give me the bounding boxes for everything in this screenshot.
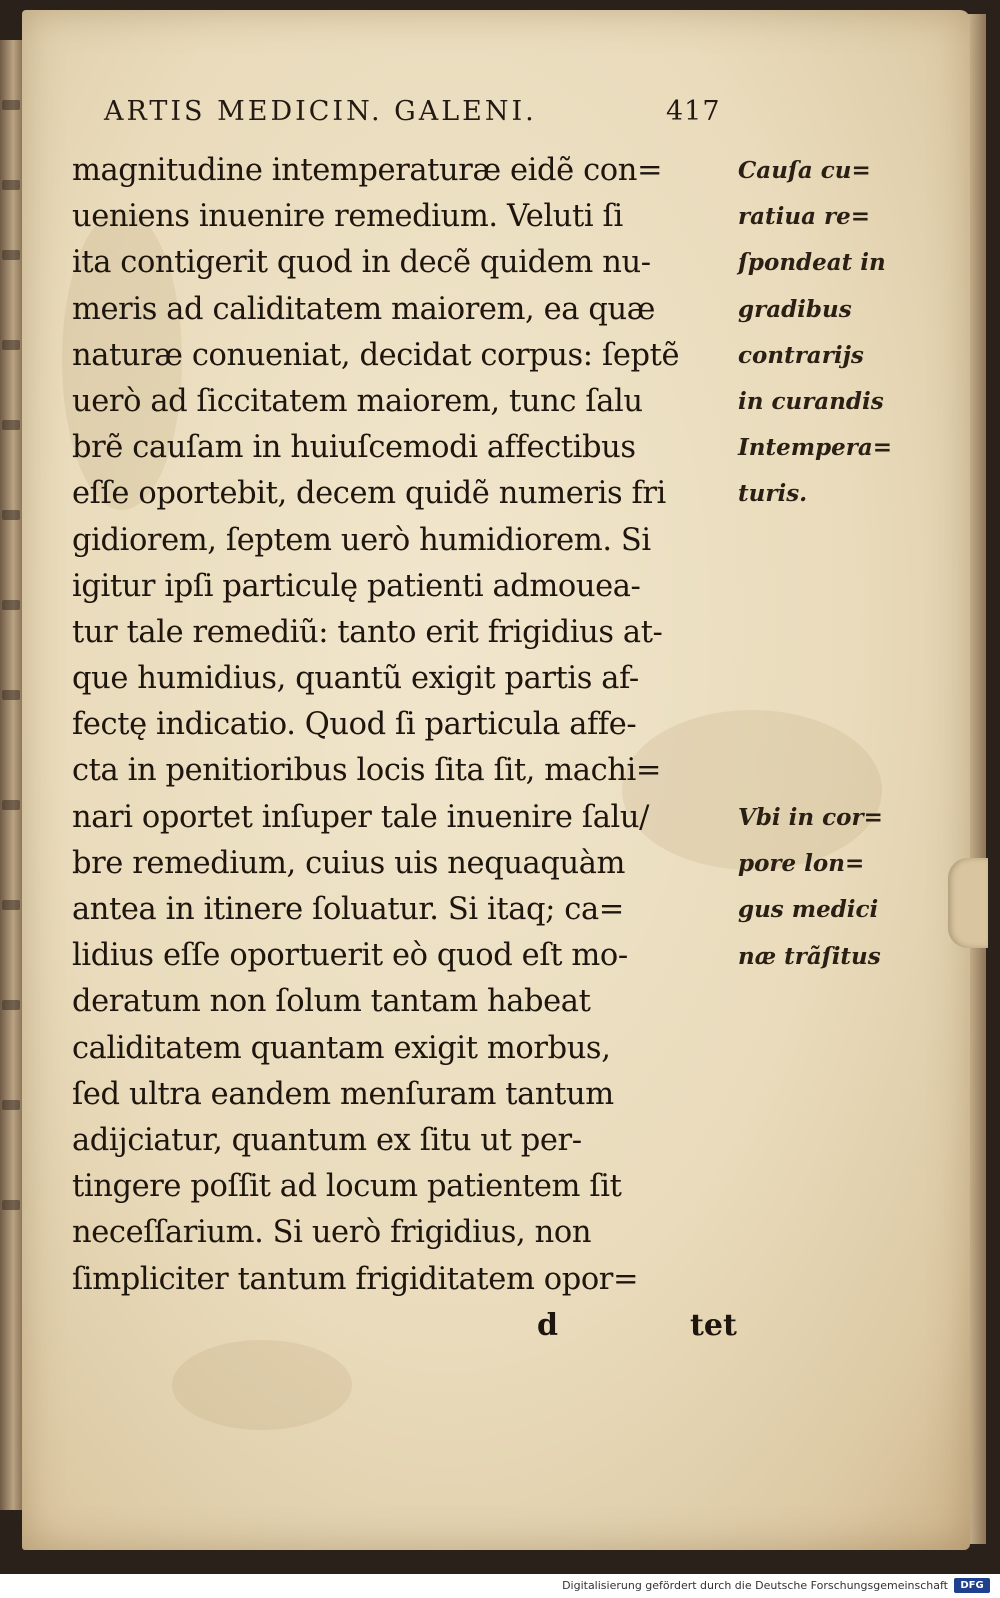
page-tab <box>948 858 988 948</box>
text-line: tingere poſſit ad locum patientem ſit <box>72 1169 622 1205</box>
margin-note-line: contrarijs <box>738 341 864 369</box>
text-line: meris ad caliditatem maiorem, ea quæ <box>72 291 656 327</box>
running-title: ARTIS MEDICIN. GALENI. <box>104 96 537 127</box>
text-line: neceſſarium. Si uerò frigidius, non <box>72 1215 592 1251</box>
text-line: eſſe oportebit, decem quidẽ numeris fri <box>72 476 666 512</box>
margin-note-line: pore lon= <box>738 850 865 878</box>
dfg-logo: DFG <box>954 1578 990 1593</box>
margin-note-line: næ trãſitus <box>738 942 881 970</box>
margin-note-line: Vbi in cor= <box>738 804 883 831</box>
text-line: lidius eſſe oportuerit eò quod eſt mo- <box>72 938 628 974</box>
catchword: tet <box>690 1308 737 1343</box>
text-line: caliditatem quantam exigit morbus, <box>72 1030 611 1066</box>
signature-mark: d <box>537 1308 558 1343</box>
page-number: 417 <box>666 96 721 127</box>
text-line: magnitudine intemperaturæ eidẽ con= <box>72 153 663 188</box>
text-line: tur tale remediũ: tanto erit frigidius at- <box>72 614 663 650</box>
text-line: cta in penitioribus locis ſita ſit, machi= <box>72 753 662 789</box>
text-line: antea in itinere ſoluatur. Si itaq; ca= <box>72 892 624 927</box>
text-line: fectę indicatio. Quod ſi particula affe- <box>72 707 637 743</box>
text-line: ſed ultra eandem menſuram tantum <box>72 1076 614 1112</box>
text-line: bre remedium, cuius uis nequaquàm <box>72 845 626 881</box>
text-line: ſimpliciter tantum frigiditatem opor= <box>72 1261 639 1297</box>
text-line: gidiorem, ſeptem uerò humidiorem. Si <box>72 522 651 558</box>
adjacent-page-edge <box>0 40 22 1510</box>
text-line: igitur ipſi particulę patienti admouea- <box>72 568 641 604</box>
margin-note-line: Intempera= <box>738 434 893 462</box>
text-line: que humidius, quantũ exigit partis af- <box>72 661 639 697</box>
text-line: adijciatur, quantum ex ſitu ut per- <box>72 1122 582 1158</box>
margin-note-line: in curandis <box>738 387 884 415</box>
text-line: nari oportet inſuper tale inuenire ſalu/ <box>72 799 650 835</box>
text-line: ueniens inuenire remedium. Veluti ſi <box>72 199 623 235</box>
funding-credit: Digitalisierung gefördert durch die Deutsche Forschungsgemeinschaft <box>562 1579 948 1592</box>
margin-note-2 <box>738 795 908 980</box>
margin-note-line: ſpondeat in <box>738 249 886 277</box>
footer-bar <box>0 1574 1000 1598</box>
text-line: naturæ conueniat, decidat corpus: ſeptẽ <box>72 337 680 373</box>
margin-note-1 <box>738 148 908 518</box>
running-header <box>104 96 744 136</box>
text-line: brẽ cauſam in huiuſcemodi affectibus <box>72 430 636 466</box>
text-line: ita contigerit quod in decẽ quidem nu- <box>72 245 651 281</box>
margin-note-line: turis. <box>738 480 808 508</box>
margin-note-line: gradibus <box>738 295 852 323</box>
margin-note-line: Cauſa cu= <box>738 157 871 184</box>
text-line: uerò ad ſiccitatem maiorem, tunc ſalu <box>72 383 643 419</box>
body-text <box>72 148 737 1303</box>
text-line: deratum non ſolum tantam habeat <box>72 984 591 1020</box>
margin-note-line: gus medici <box>738 896 879 924</box>
book-fore-edge <box>968 14 986 1544</box>
margin-note-line: ratiua re= <box>738 203 871 231</box>
